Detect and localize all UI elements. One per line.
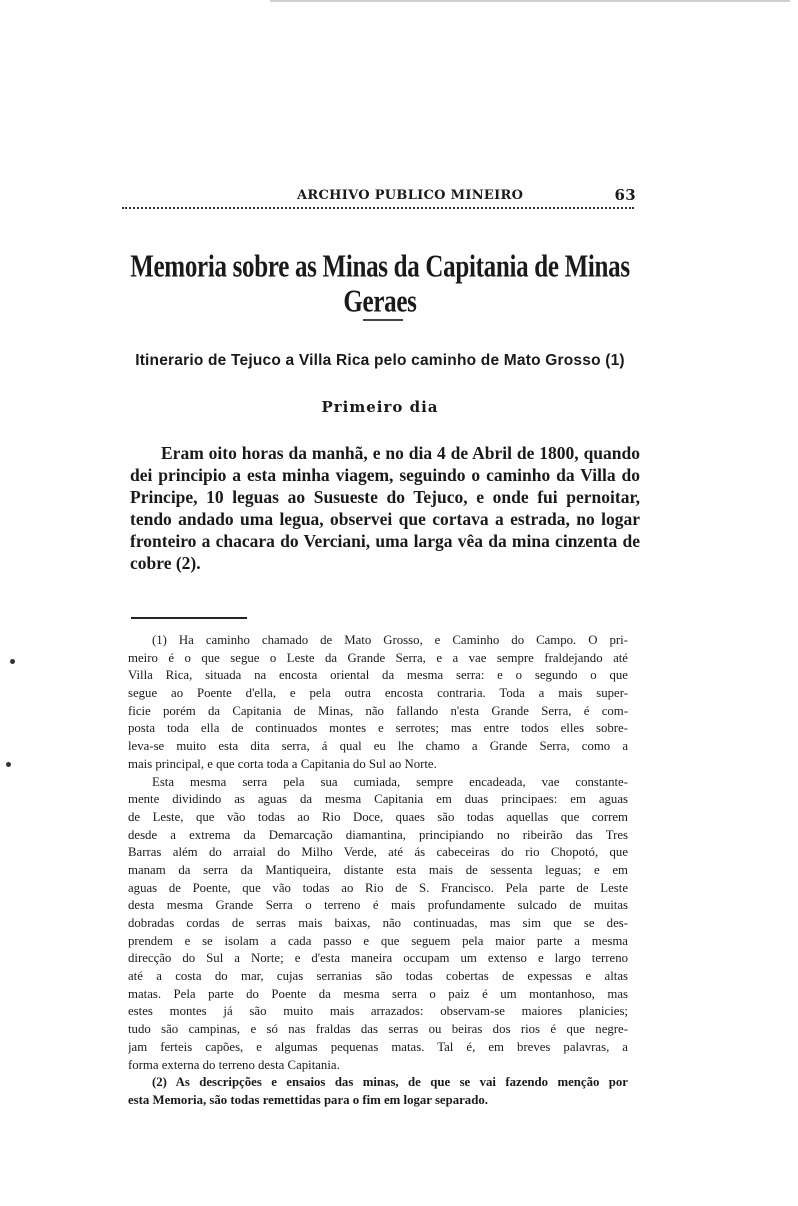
body-line: cobre (2).: [130, 553, 201, 573]
footnote-line: estes montes já são muito mais arrazados: observam-se maiores planicies;: [128, 1004, 628, 1019]
body-line: fronteiro a chacara do Verciani, uma larga vêa da mina cinzenta de: [130, 531, 640, 551]
body-line: Eram oito horas da manhã, e no dia 4 de Abril de 1800, quando: [161, 443, 640, 463]
footnote-line: (1) Ha caminho chamado de Mato Grosso, e Caminho do Campo. O pri-: [152, 633, 628, 647]
footnote-line: ficie porém da Capitania de Minas, não fallando n'esta Grande Serra, é com-: [128, 703, 628, 718]
footnote-line: manam da serra da Mantiqueira, distante esta mais de sessenta leguas; e em: [128, 862, 628, 877]
footnote-line: leva-se muito esta dita serra, á qual eu lhe chamo a Grande Serra, como a: [128, 739, 628, 754]
footnote-line: prendem e se isolam a cada passo e que seguem pela maior parte a mesma: [128, 933, 628, 948]
footnotes: [128, 632, 628, 1110]
title-ornament-rule: [363, 319, 403, 321]
footnote-line: mente dividindo as aguas da mesma Capitania em duas principaes: em aguas: [128, 792, 628, 807]
page-number: 63: [614, 186, 636, 204]
footnote-line: desta mesma Grande Serra o terreno é mais profundamente sulcado de muitas: [128, 898, 628, 913]
page-title: Memoria sobre as Minas da Capitania de Minas Geraes: [130, 250, 630, 319]
footnote-line: posta toda ella de continuados montes e serrotes; mas entre todos elles sobre-: [128, 721, 628, 736]
footnote-line: meiro é o que segue o Leste da Grande Serra, e a vae sempre fraldejando até: [128, 650, 628, 665]
footnote-separator: [131, 617, 247, 619]
footnote-line: (2) As descripções e ensaios das minas, de que se vai fazendo menção por: [152, 1075, 628, 1090]
body-line: dei principio a esta minha viagem, seguindo o caminho da Villa do: [130, 465, 640, 485]
running-head-title: ARCHIVO PUBLICO MINEIRO: [297, 188, 524, 203]
margin-mark: [10, 659, 15, 664]
section-subtitle: Itinerario de Tejuco a Villa Rica pelo caminho de Mato Grosso (1): [135, 352, 625, 369]
footnote-line: até a costa do mar, cujas serranias são todas cobertas de expessas e altas: [128, 969, 628, 984]
body-line: Principe, 10 leguas ao Susueste do Tejuco, e onde fui pernoitar,: [130, 487, 640, 507]
top-edge-rule: [270, 0, 790, 2]
footnote-line: dobradas cordas de serras mais baixas, não continuadas, mas sim que se des-: [128, 916, 628, 930]
footnote-line: aguas de Poente, que vão todas ao Rio de S. Francisco. Pela parte de Leste: [128, 880, 628, 895]
footnote-line: tudo são campinas, e só nas fraldas das serras ou beiras dos rios é que negre-: [128, 1022, 628, 1037]
footnote-line: desde a extrema da Demarcação diamantina, principiando no ribeirão das Tres: [128, 827, 628, 842]
header-dotted-rule: [122, 207, 634, 209]
body-paragraph: [130, 442, 640, 574]
footnote-line: matas. Pela parte do Poente da mesma serra o paiz é um montanhoso, mas: [128, 986, 628, 1001]
footnote-line: Villa Rica, situada na encosta oriental da mesma serra: e o segundo o que: [128, 668, 628, 683]
footnote-line: forma externa do terreno desta Capitania.: [128, 1057, 340, 1072]
footnote-line: de Leste, que vão todas ao Rio Doce, quaes são todas aquellas que correm: [128, 809, 628, 824]
footnote-line: jam ferteis capões, e algumas pequenas matas. Tal é, em breves palavras, a: [128, 1039, 628, 1054]
running-head: [122, 186, 636, 206]
footnote-line: Esta mesma serra pela sua cumiada, sempre encadeada, vae constante-: [152, 774, 628, 789]
body-line: tendo andado uma legua, observei que cortava a estrada, no logar: [130, 509, 640, 529]
footnote-line: segue ao Poente d'ella, e pela outra encosta contraria. Toda a mais super-: [128, 686, 628, 701]
footnote-line: Barras além do arraial do Milho Verde, até ás cabeceiras do rio Chopotó, que: [128, 845, 628, 860]
footnote-line: direcção do Sul a Norte; e d'esta maneira occupam um extenso e largo terreno: [128, 951, 628, 966]
day-heading: Primeiro dia: [321, 398, 439, 416]
margin-mark: [6, 762, 11, 767]
footnote-line: mais principal, e que corta toda a Capitania do Sul ao Norte.: [128, 756, 437, 771]
footnote-line: esta Memoria, são todas remettidas para o fim em logar separado.: [128, 1092, 488, 1107]
